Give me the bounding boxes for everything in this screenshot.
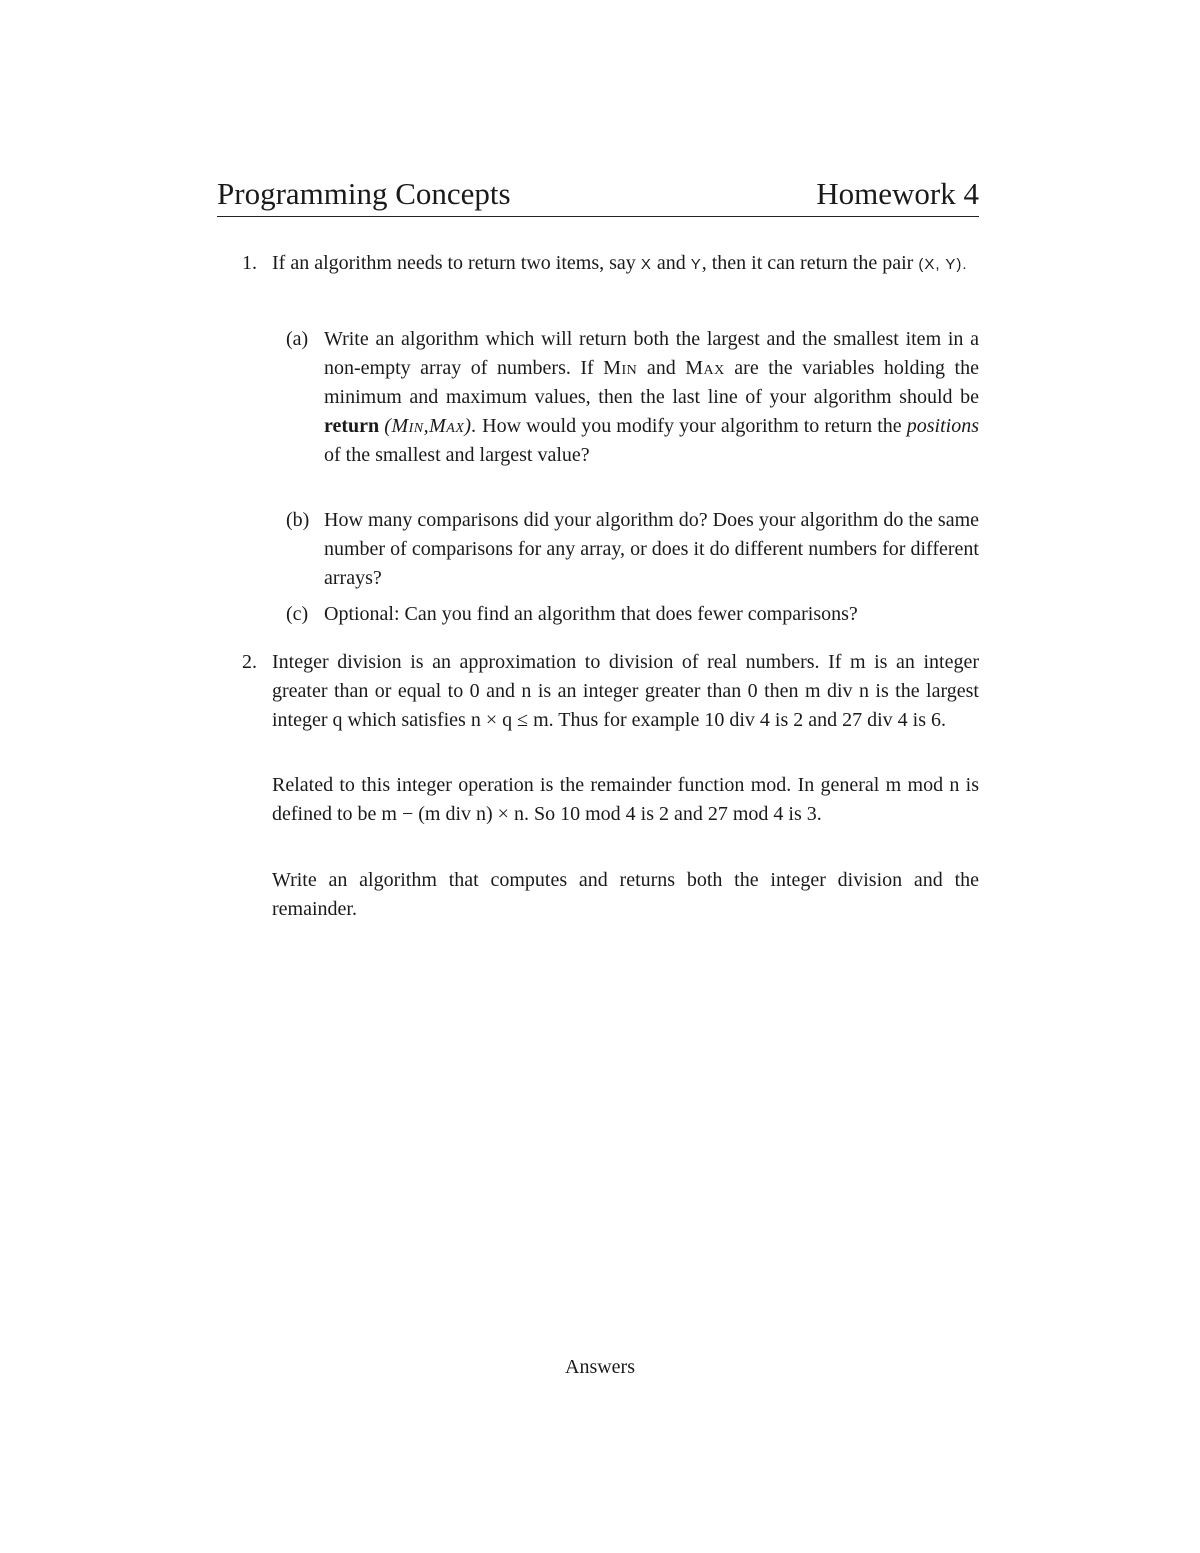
q1b-text: How many comparisons did your algorithm do? Does your algorithm do the same number of comparisons for any array, or does it do different numbers for different arrays? (324, 509, 979, 589)
subquestion-label: (c) (286, 603, 309, 625)
question-number: 2. (242, 651, 257, 673)
q1-intro: If an algorithm needs to return two items, say X and Y, then it can return the pair (X, Y). (272, 252, 968, 274)
footer-answers: Answers (565, 1356, 635, 1378)
subquestion-label: (b) (286, 509, 310, 531)
page-header (217, 176, 979, 217)
question-number: 1. (242, 252, 257, 274)
question-1 (242, 249, 979, 279)
q2-paragraph-1: Integer division is an approximation to division of real numbers. If m is an integer greater than or equal to 0 and n is an integer greater than 0 then m div n is the largest integer q which satisfies n × q ≤ m. Thus for example 10 div 4 is 2 and 27 div 4 is 6. (272, 651, 979, 731)
q1a-text: Write an algorithm which will return both the largest and the smallest item in a non-empty array of numbers. If Min and Max are the variables holding the minimum and maximum values, then the last line of your algorithm should be return (Min,Max). How would you modify your algorithm to return the positions of the smallest and largest value? (324, 328, 980, 466)
q2-paragraph-3: Write an algorithm that computes and returns both the integer division and the remainder. (272, 869, 979, 920)
course-title: Programming Concepts (217, 176, 511, 211)
q2-paragraph-2: Related to this integer operation is the remainder function mod. In general m mod n is defined to be m − (m div n) × n. So 10 mod 4 is 2 and 27 mod 4 is 3. (272, 774, 979, 825)
subquestion-label: (a) (286, 328, 309, 350)
question-2 (242, 648, 979, 735)
question-1b (286, 506, 979, 593)
q1c-text: Optional: Can you find an algorithm that does fewer comparisons? (324, 603, 858, 625)
homework-number: Homework 4 (816, 176, 979, 211)
question-1c (286, 600, 979, 629)
question-1a (286, 325, 980, 470)
